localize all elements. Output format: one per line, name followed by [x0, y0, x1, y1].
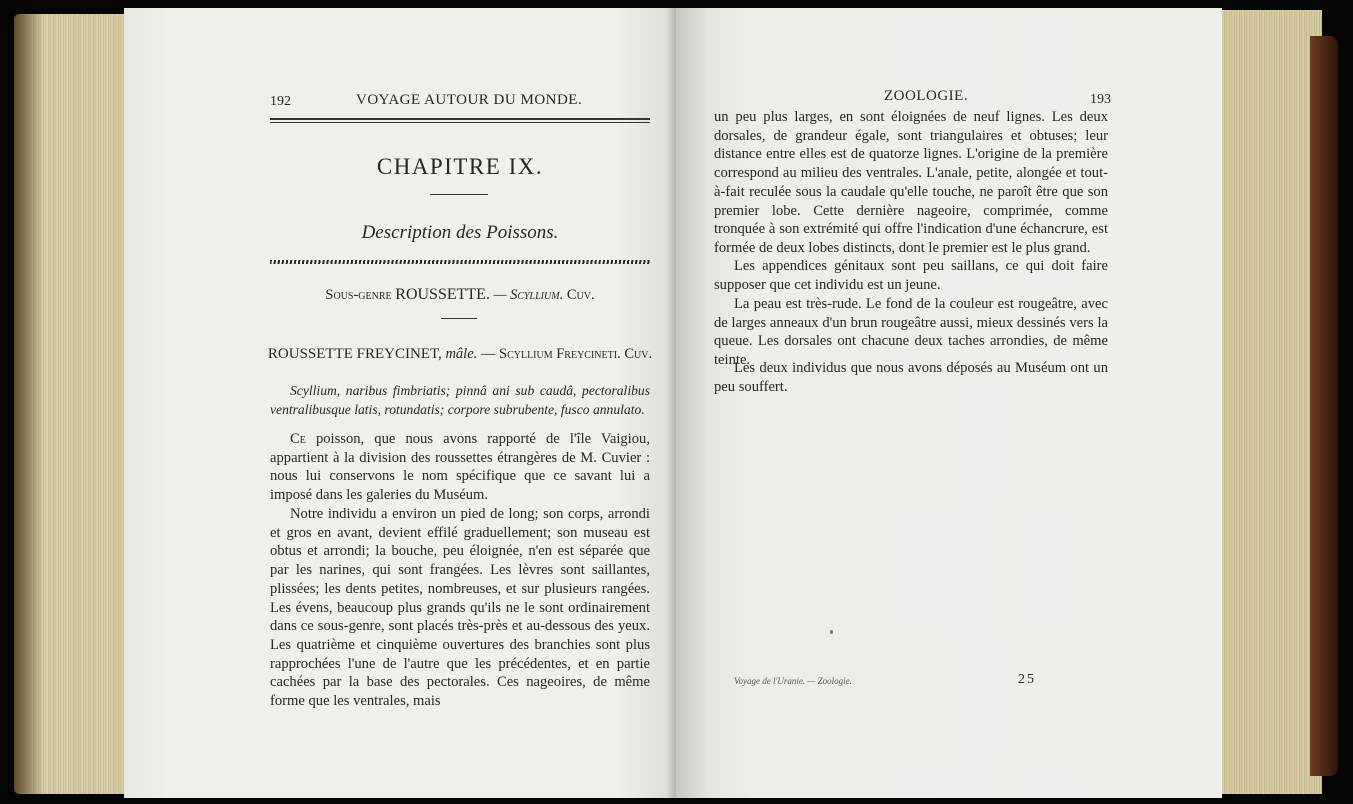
paragraph-3: La peau est très-rude. Le fond de la couleur est rougeâtre, avec de larges anneaux d'un brun rougeâtre aussi, mieux dessinés vers la queue. Les dorsales ont chacune deux taches arrondies, de même teinte.: [714, 296, 1108, 369]
paragraph-1: [270, 430, 650, 505]
open-book: [14, 8, 1340, 798]
subgenus-prefix: Sous-genre: [325, 287, 392, 303]
running-head: VOYAGE AUTOUR DU MONDE.: [356, 92, 583, 108]
species-scientific: — Scyllium Freycineti.: [480, 346, 621, 362]
ink-spot: [830, 630, 833, 634]
species-sex: mâle.: [445, 346, 478, 362]
subgenus-scientific: — Scyllium.: [493, 287, 564, 303]
paragraph-1-text: poisson, que nous avons rapporté de l'île Vaigiou, appartient à la division des roussettes étrangères de M. Cuvier : nous lui conservons le nom spécifique que ce savant lui a imposé dans les galeries du Muséum.: [270, 431, 650, 504]
head-rule: [270, 118, 650, 120]
latin-description: Scyllium, naribus fimbriatis; pinnâ ani sub caudâ, pectoralibus ventralibusque latis, rotundatis; corpore subrubente, fusco annulato.: [270, 383, 650, 417]
right-cover: [1310, 36, 1338, 776]
species-author: Cuv.: [624, 346, 653, 362]
species-name: ROUSSETTE FREYCINET,: [267, 346, 442, 362]
paragraph-2: Les appendices génitaux sont peu saillans, ce qui doit faire supposer que cet individu est un jeune.: [714, 258, 1108, 293]
subgenus-author: Cuv.: [566, 287, 595, 303]
subgenus-heading: [270, 286, 650, 304]
chapter-title: CHAPITRE IX.: [376, 154, 544, 179]
signature-mark: 25: [1018, 672, 1036, 687]
right-page-block-edge: [1210, 10, 1322, 794]
page-number: 193: [1090, 92, 1111, 107]
right-page: [676, 8, 1222, 798]
ornamental-rule: [270, 260, 650, 264]
subgenus-divider: [441, 318, 477, 319]
section-title: Description des Poissons.: [361, 222, 559, 243]
paragraph-1: un peu plus larges, en sont éloignées de neuf lignes. Les deux dorsales, de grandeur égale, sont triangulaires et obtuses; leur distance entre elles est de quatorze lignes. L'origine de la première correspond au milieu des ventrales. L'anale, petite, alongée et tout-à-fait reculée sous la caudale qu'elle touche, ne paroît être que son premier lobe. Cette dernière nageoire, comprimée, comme tronquée à son extrémité qui offre l'indication d'une échancrure, est formée de deux lobes distincts, dont le premier est le plus grand.: [714, 109, 1108, 256]
footer-note: Voyage de l'Uranie. — Zoologie.: [734, 676, 852, 686]
chapter-divider: [430, 194, 488, 195]
head-rule-thin: [270, 122, 650, 123]
left-cover-shadow: [14, 14, 44, 794]
paragraph-2: Notre individu a environ un pied de long; son corps, arrondi et gros en avant, devient effilé graduellement; son museau est obtus et arrondi; la bouche, peu éloignée, n'en est séparée que par les narines, qui sont frangées. Les lèvres sont saillantes, plissées; les dents petites, nombreuses, et sur plusieurs rangées. Les évens, beaucoup plus grands qu'ils ne le sont ordinairement dans ce sous-genre, sont placés très-près et au-dessous des yeux. Les quatrième et cinquième ouvertures des branchies sont plus rapprochées l'une de l'autre que les précédentes, et en partie cachées par la base des pectorales. Ces nageoires, de même forme que les ventrales, mais: [270, 506, 650, 710]
species-heading: [258, 346, 662, 363]
page-number: 192: [270, 94, 291, 109]
subgenus-main: ROUSSETTE.: [395, 286, 490, 303]
left-page: [124, 8, 684, 798]
paragraph-1-lead: Ce: [290, 431, 306, 447]
paragraph-4: Les deux individus que nous avons déposés au Muséum ont un peu souffert.: [714, 360, 1108, 395]
running-head: ZOOLOGIE.: [884, 88, 969, 104]
